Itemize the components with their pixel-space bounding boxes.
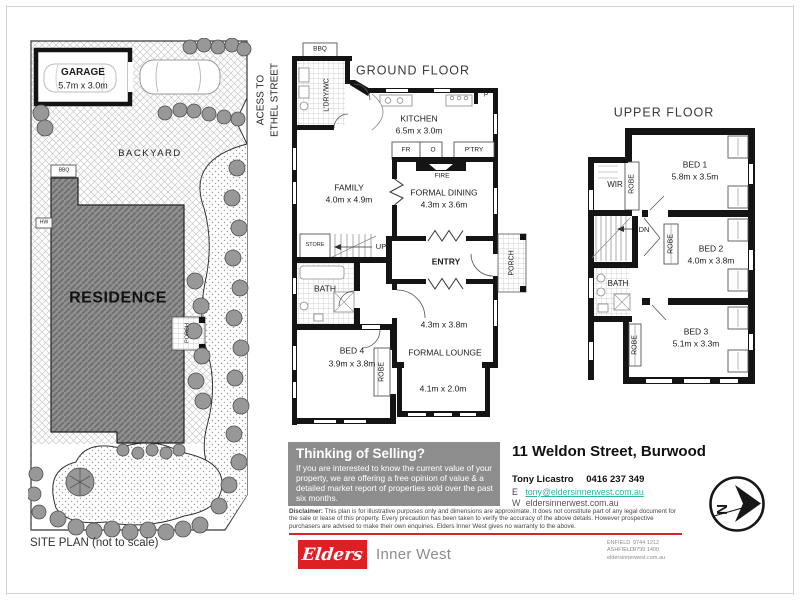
bed2-dims: 4.0m x 3.8m [687, 255, 735, 266]
ground-floor-title: GROUND FLOOR [355, 63, 471, 78]
web-label: W [512, 498, 521, 508]
site-porch-label: PORCH [184, 323, 191, 343]
fireplace-label: FIRE [434, 172, 450, 180]
office-phone: 9799 1400 [633, 547, 659, 554]
stairs-up-label: UP [375, 242, 387, 252]
access-line-1: ACESS TO [255, 74, 267, 126]
agent-name: Tony Licastro [512, 474, 574, 485]
lounge-dims-upper: 4.3m x 3.8m [420, 319, 468, 330]
bed4-label: BED 4 [339, 345, 365, 356]
office-name: ASHFIELD [607, 547, 634, 554]
hot-water-label: HW [39, 219, 49, 226]
elders-logo [298, 540, 367, 569]
backyard-label: BACKYARD [118, 148, 182, 160]
bed4-dims: 3.9m x 3.8m [328, 358, 376, 369]
elders-logo-text: Elders [301, 544, 364, 565]
family-label: FAMILY [334, 182, 364, 193]
bed3-robe-label: ROBE [631, 335, 639, 355]
selling-promo-box [288, 442, 500, 506]
oven-label: O [430, 146, 436, 154]
dining-dims: 4.3m x 3.6m [420, 199, 468, 210]
web-line [512, 498, 619, 508]
uf-bath-label: BATH [607, 278, 629, 288]
bed3-dims: 5.1m x 3.3m [672, 338, 720, 349]
garage-label: GARAGE [61, 66, 105, 78]
lounge-label: FORMAL LOUNGE [408, 347, 482, 358]
site-plan-caption: SITE PLAN (not to scale) [30, 537, 159, 549]
disclaimer-body: This plan is for illustrative purposes only and dimensions are approximate. It does not constitute part of any legal document for the sale or lease of this property. Every precaution has been taken to verify the accuracy of the above details. However prospective purchasers are advised to make their own enquiries. Elders Inner West gives no warranty to the above. [289, 508, 677, 530]
compass-icon [706, 474, 770, 538]
office-name: ENFIELD [607, 540, 631, 546]
kitchen-dims: 6.5m x 3.0m [395, 125, 443, 136]
car-top-view [140, 60, 220, 94]
agent-phone: 0416 237 349 [586, 474, 645, 485]
compass-north-label: N [713, 504, 730, 515]
bed2-robe-label: ROBE [667, 234, 675, 254]
cupboards [728, 136, 748, 372]
street-access-label [255, 63, 282, 137]
pantry-p-label: P [483, 91, 489, 99]
bed1-dims: 5.8m x 3.5m [671, 171, 719, 182]
footer-divider [289, 533, 682, 535]
lounge-dims-lower: 4.1m x 2.0m [419, 383, 467, 394]
residence-block [51, 178, 184, 443]
gf-bath-label: BATH [313, 283, 337, 294]
entry-label: ENTRY [431, 256, 461, 267]
web-address: eldersinnerwest.com.au [525, 498, 619, 508]
selling-title: Thinking of Selling? [296, 446, 425, 461]
garage-dims: 5.7m x 3.0m [58, 80, 108, 91]
store-label: STORE [305, 242, 325, 249]
agent-line [512, 474, 644, 485]
residence-label: RESIDENCE [69, 289, 167, 307]
brand-region: Inner West [376, 546, 452, 563]
dining-label: FORMAL DINING [410, 187, 478, 198]
bed4-robe-label: ROBE [378, 362, 386, 382]
pantry-label: P'TRY [464, 146, 484, 154]
site-bbq-label: BBQ [58, 167, 70, 174]
email-line [512, 487, 644, 497]
fridge-label: FR [401, 146, 411, 154]
access-line-2: ETHEL STREET [269, 62, 280, 138]
email-link[interactable]: tony@eldersinnerwest.com.au [525, 487, 644, 497]
selling-body: If you are interested to know the current value of your property, we are offering a free opinion of value & a detailed market report of properties sold over the past six months. [296, 463, 493, 504]
laundry-wc-label: L'DRY/WC [323, 78, 331, 112]
bed2-label: BED 2 [698, 243, 724, 254]
email-label: E [512, 487, 518, 497]
office-row [607, 547, 665, 554]
office-website: eldersinnerwest.com.au [607, 554, 666, 561]
bed3-label: BED 3 [683, 326, 709, 337]
property-address: 11 Weldon Street, Burwood [512, 443, 706, 460]
wir-label: WIR [607, 179, 623, 189]
disclaimer-label: Disclaimer: [289, 508, 323, 515]
gf-porch-label: PORCH [508, 250, 516, 276]
bed1-label: BED 1 [682, 159, 708, 170]
bed1-robe-label: ROBE [628, 174, 636, 194]
office-contacts [607, 540, 665, 562]
kitchen-label: KITCHEN [400, 113, 438, 124]
stairs-dn-label: DN [638, 225, 650, 235]
gf-bbq-label: BBQ [313, 45, 327, 53]
office-row [607, 540, 665, 547]
upper-floor-drawing [586, 98, 770, 398]
upper-floor-title: UPPER FLOOR [613, 105, 715, 120]
disclaimer [289, 508, 682, 530]
family-dims: 4.0m x 4.9m [325, 194, 373, 205]
office-phone: 9744 1212 [633, 540, 659, 546]
